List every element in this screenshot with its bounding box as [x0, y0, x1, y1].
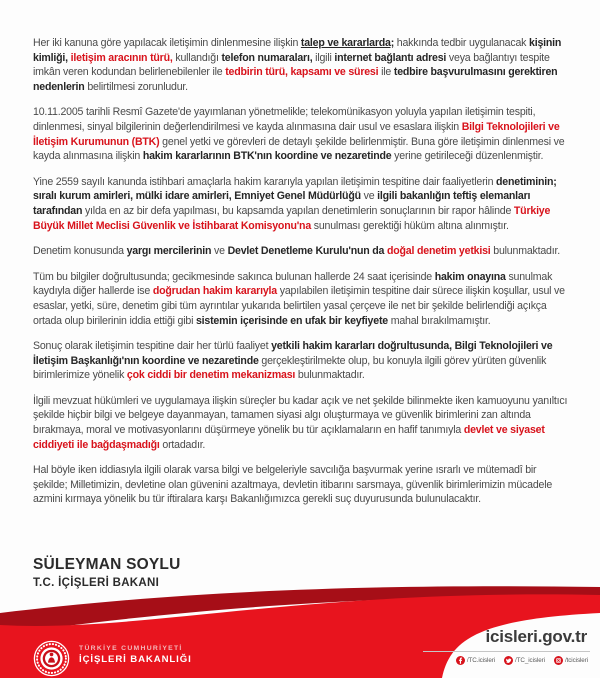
statement-paragraph: Hal böyle iken iddiasıyla ilgili olarak varsa bilgi ve belgeleriyle savcılığa başvurmak yerine ısrarlı ve mütemadî bir şekilde; Milletimizin, devletine olan güvenini azaltmaya, devletin itibarını sarsmaya, güvenlik birimlerimizin mücadele azmini kırmaya yönelik bu tür iftiralara karşı Bakanlığımızca gerekli suç duyurusunda bulunulacaktır. — [33, 464, 553, 506]
statement-paragraph: Tüm bu bilgiler doğrultusunda; gecikmesinde sakınca bulunan hallerde 24 saat içerisinde hakim onayına sunulmak kaydıyla diğer hallerde ise doğrudan hakim kararıyla yapılabilen iletişimin tespitine dair sürece ilişkin koşullar, usul ve esaslar, yetki, süre, denetim gibi tüm ayrıntılar yukarıda belirtilen yasal çerçeve ile net bir şekilde belirlendiği açıkça ortada olup birilerinin iddia ettiği gibi sistemin içerisinde en ufak bir keyfiyete mahal bırakılmamıştır. — [33, 270, 565, 327]
statement-paragraph: Sonuç olarak iletişimin tespitine dair her türlü faaliyet yetkili hakim kararları doğrultusunda, Bilgi Teknolojileri ve İletişim Başkanlığı'nın koordine ve nezaretinde gerçekleştirilmekte olup, bu konuyla ilgili görev yürüten güvenlik birimlerimize yönelik çok ciddi bir denetim mekanizması bulunmaktadır. — [33, 340, 553, 382]
ministry-name-line1: TÜRKİYE CUMHURİYETİ — [79, 645, 183, 652]
statement-body — [33, 36, 573, 518]
statement-paragraph: İlgili mevzuat hükümleri ve uygulamaya ilişkin süreçler bu kadar açık ve net şekilde bilinmekte iken kamuoyunu yanıltıcı şekilde hiçbir bilgi ve belgeye dayanmayan, tamamen siyasi algı oluşturmaya ve güvenlik birimlerini zan altında bırakmaya, moral ve motivasyonlarını düşürmeye yönelik bu tür açıklamaların en hafif tanımıyla devlet ve siyaset ciddiyeti ile bağdaşmadığı ortadadır. — [33, 394, 568, 451]
ministry-name-line2: İÇİŞLERİ BAKANLIĞI — [79, 654, 192, 665]
social-handle: /TC.icisleri — [466, 657, 496, 664]
social-row — [405, 656, 588, 665]
statement-paragraph: 10.11.2005 tarihli Resmî Gazete'de yayımlanan yönetmelikle; telekomünikasyon yoluyla yapılan iletişimin tespiti, dinlenmesi, sinyal bilgilerinin değerlendirilmesi ve kayda alınmasına dair usul ve esaslara ilişkin Bilgi Teknolojileri ve İletişim Kurumunun (BTK) genel yetki ve görevleri de detaylı şekilde belirlenmiştir. Buna göre iletişimin dinlenmesi ve kayda alınmasına ilişkin hakim kararlarının BTK'nın koordine ve nezaretinde yerine getirileceği düzenlenmiştir. — [33, 106, 565, 163]
footer — [0, 583, 600, 678]
social-item-twitter — [504, 656, 545, 665]
statement-paragraph: Yine 2559 sayılı kanunda istihbari amaçlarla hakim kararıyla yapılan iletişimin tespitine dair faaliyetlerin denetiminin; sıralı kurum amirleri, mülki idare amirleri, Emniyet Genel Müdürlüğü ve ilgili bakanlığın teftiş elemanları tarafından yılda en az bir defa yapılması, bu kapsamda yapılan denetimlerin sonuçlarının bir rapor hâlinde Türkiye Büyük Millet Meclisi Güvenlik ve İstihbarat Komisyonu'na sunulması gerektiği hüküm altına alınmıştır. — [33, 175, 557, 232]
social-item-instagram — [554, 656, 588, 665]
website-block — [405, 627, 590, 665]
website-url: icisleri.gov.tr — [485, 627, 587, 646]
signature-name: SÜLEYMAN SOYLU — [33, 556, 181, 573]
twitter-icon — [504, 656, 513, 665]
social-handle: /TC_icisleri — [515, 657, 545, 664]
social-item-facebook — [456, 656, 495, 665]
social-handle: /tcicisleri — [564, 657, 588, 664]
statement-paragraph: Her iki kanuna göre yapılacak iletişimin dinlenmesine ilişkin talep ve kararlarda; hakkında tedbir uygulanacak kişinin kimliği, iletişim aracının türü, kullandığı telefon numaraları, ilgili internet bağlantı adresi veya bağlantıyı tespite imkân veren kodundan belirlenebilenler ile tedbirin türü, kapsamı ve süresi ile tedbire başvurulmasını gerektiren nedenlerin belirtilmesi zorunludur. — [33, 37, 562, 93]
facebook-icon — [456, 656, 465, 665]
statement-paragraph: Denetim konusunda yargı mercilerinin ve Devlet Denetleme Kurulu'nun da doğal denetim yetkisi bulunmaktadır. — [33, 245, 560, 258]
signature-title: T.C. İÇİŞLERİ BAKANI — [33, 577, 160, 589]
website-divider — [423, 651, 590, 652]
instagram-icon — [554, 656, 563, 665]
ministry-emblem-icon — [33, 640, 70, 677]
ministry-name — [79, 645, 192, 665]
